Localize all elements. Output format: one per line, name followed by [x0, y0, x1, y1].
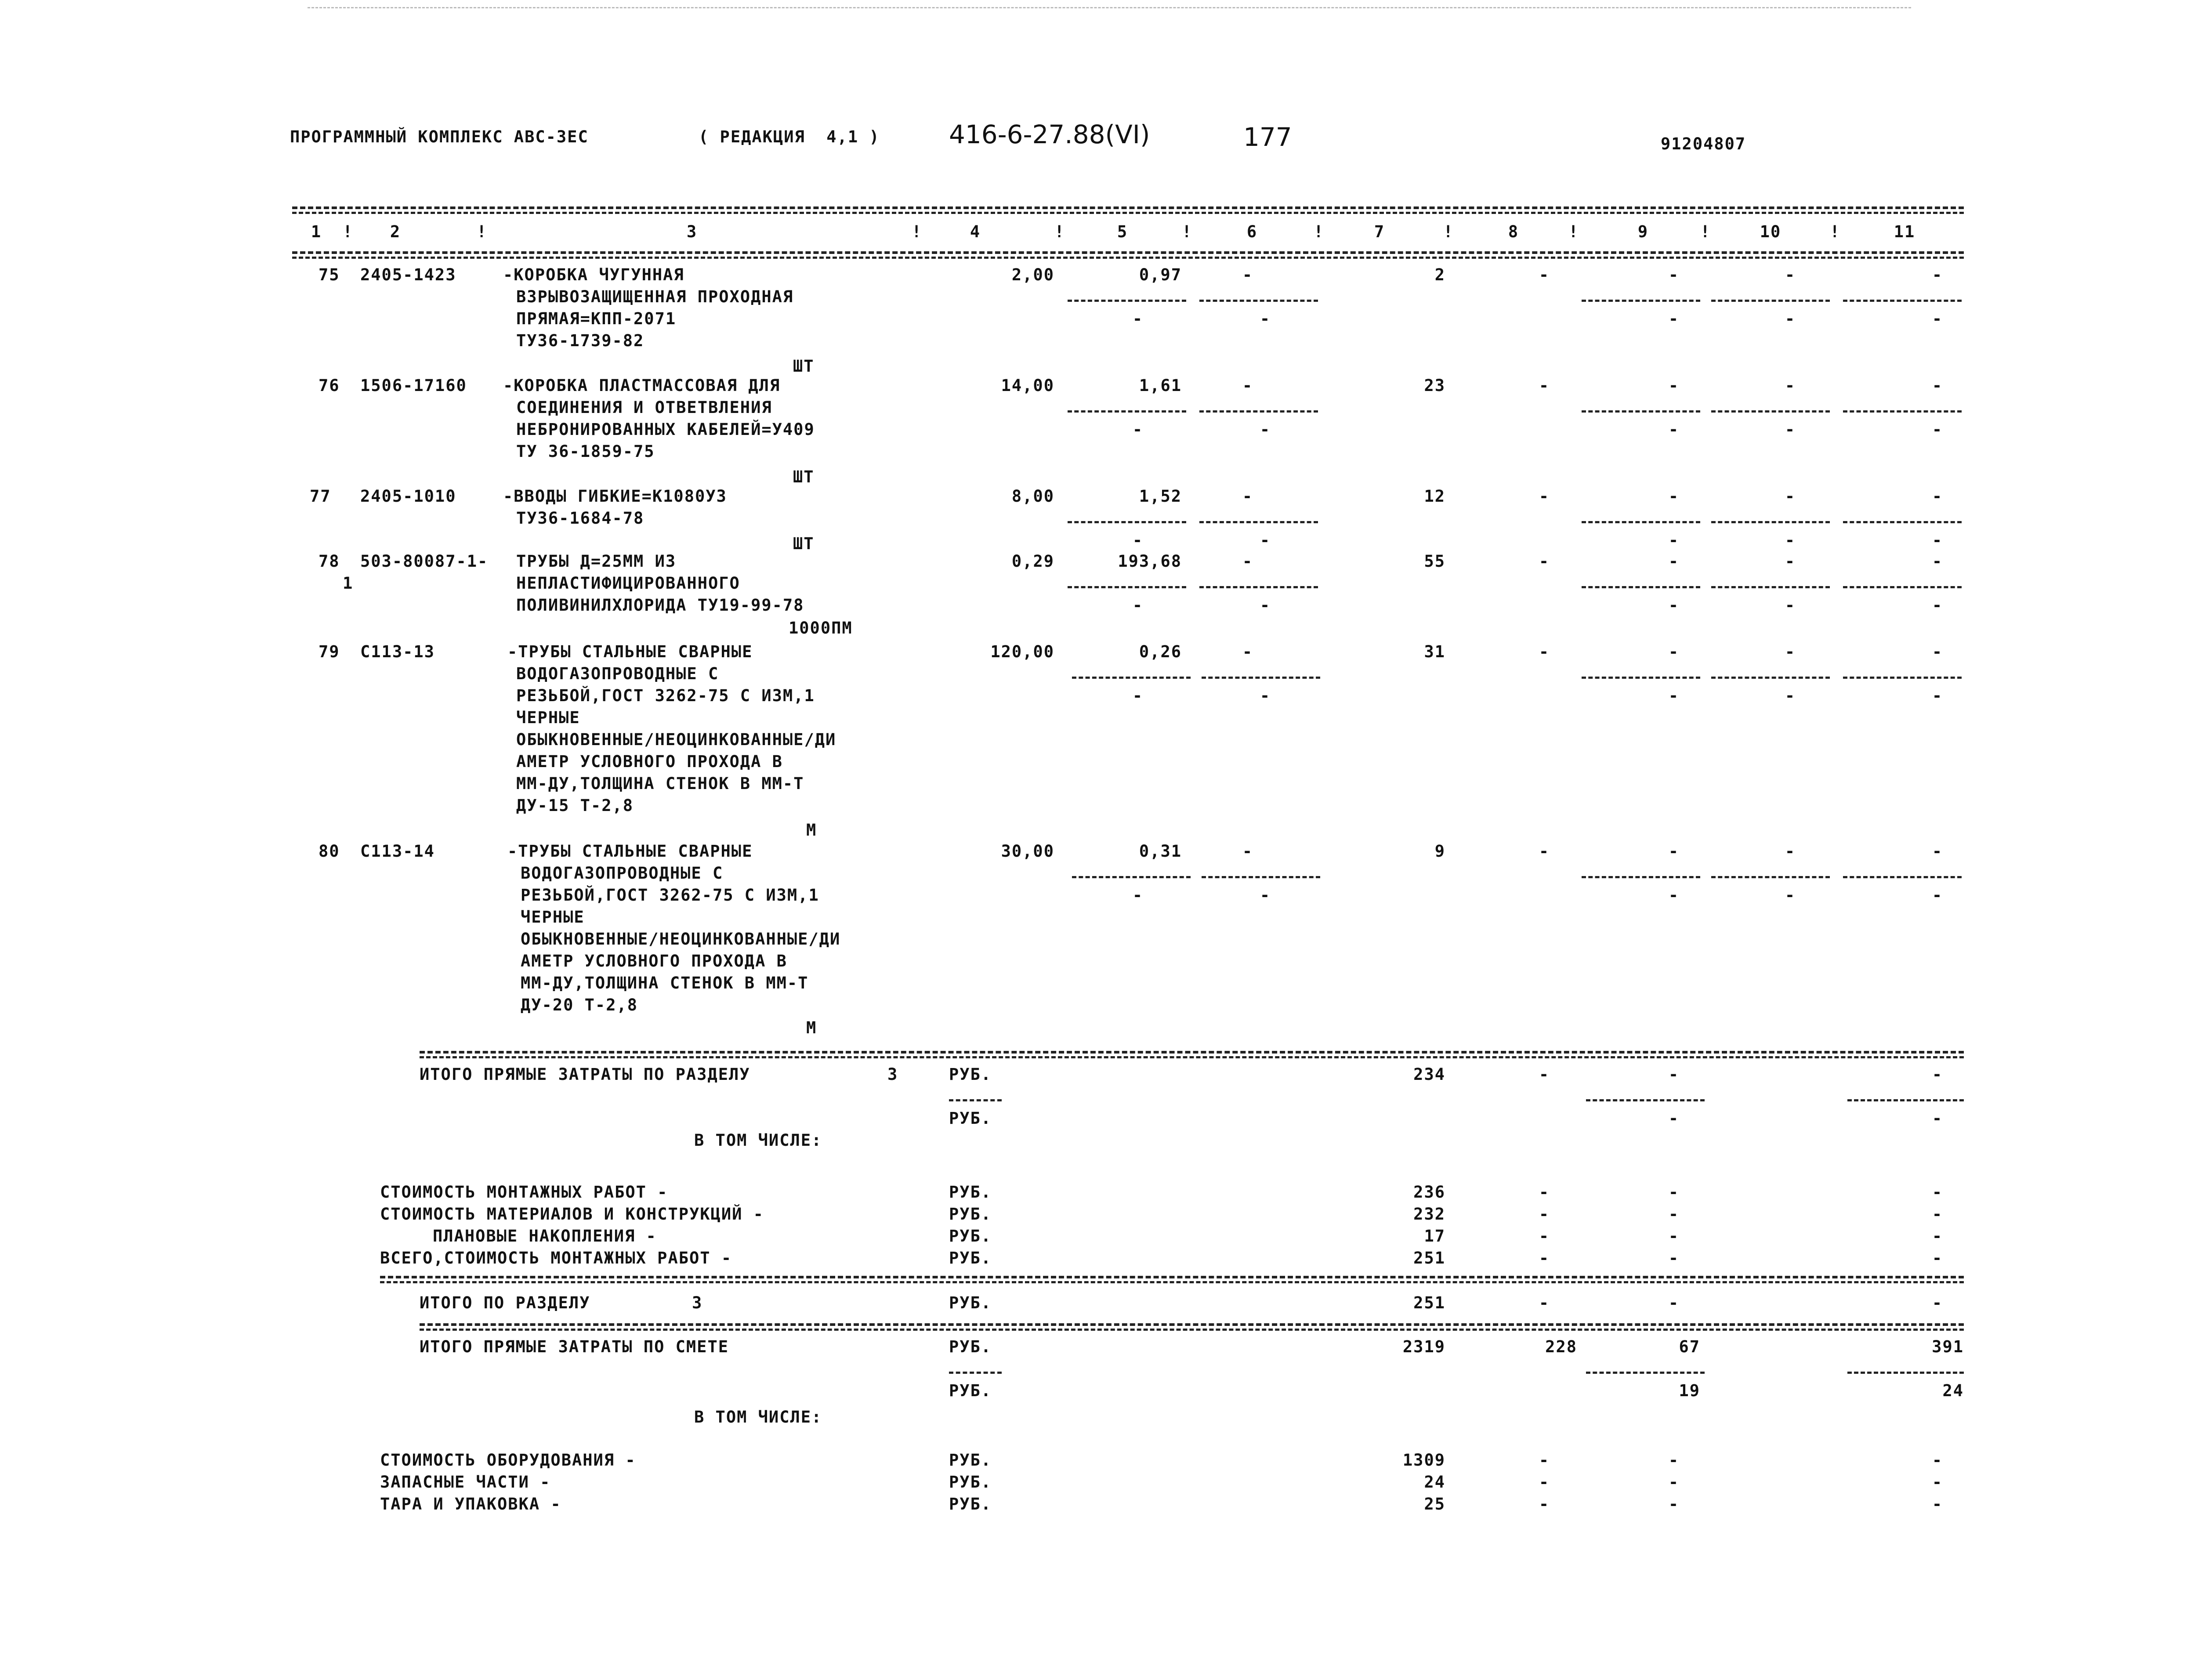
total-cost: 31 [1424, 642, 1445, 661]
cell-rule [1711, 300, 1830, 302]
cell-rule [1711, 410, 1830, 413]
unit-price: 1,52 [1139, 487, 1182, 506]
cell-rule [1711, 521, 1830, 523]
col-10-value: - [1785, 642, 1796, 661]
col-9-value: - [1668, 1205, 1680, 1224]
col-9-value: - [1668, 1227, 1680, 1246]
col-10-value: - [1785, 265, 1796, 284]
breakdown-cost: 25 [1424, 1495, 1445, 1513]
col-sep: ! [1054, 222, 1065, 241]
currency-unit: РУБ. [949, 1227, 992, 1246]
col-header-11: 11 [1894, 222, 1915, 241]
header-rule-top-2 [292, 212, 1964, 214]
row-number: 79 [319, 642, 340, 661]
col-sep: ! [1700, 222, 1711, 241]
col-9-value: - [1668, 1473, 1680, 1492]
description-line: -КОРОБКА ПЛАСТМАССОВАЯ ДЛЯ [503, 376, 781, 395]
col-6-second: - [1260, 531, 1271, 550]
col-header-9: 9 [1637, 222, 1649, 241]
cell-rule [1582, 586, 1700, 588]
estimate-total-label: ИТОГО ПРЯМЫЕ ЗАТРАТЫ ПО СМЕТЕ [420, 1337, 729, 1356]
cell-rule [1068, 300, 1186, 302]
cell-rule [1068, 410, 1186, 413]
col-11-value: - [1932, 642, 1943, 661]
description-line: ЧЕРНЫЕ [521, 908, 585, 927]
col-11-value: 391 [1932, 1337, 1964, 1356]
col-header-1: 1 [311, 222, 322, 241]
col-11-value: - [1932, 1065, 1943, 1084]
col-8-value: - [1539, 487, 1550, 506]
col-sep: ! [343, 222, 354, 241]
currency-unit: РУБ. [949, 1183, 992, 1202]
estimate-total-rule-2 [420, 1329, 1964, 1331]
cell-rule [1072, 677, 1191, 679]
breakdown-label: СТОИМОСТЬ МАТЕРИАЛОВ И КОНСТРУКЦИЙ - [380, 1205, 764, 1224]
description-line: -ТРУБЫ СТАЛЬНЫЕ СВАРНЫЕ [507, 842, 753, 861]
description-line: ТУ 36-1859-75 [516, 442, 655, 461]
col-11-value: - [1932, 1249, 1943, 1267]
col-9-second: - [1668, 886, 1680, 905]
estimate-total-cost: 2319 [1402, 1337, 1445, 1356]
col-9-value: - [1668, 487, 1680, 506]
col-10-second: - [1785, 531, 1796, 550]
item-code: 2405-1010 [360, 487, 456, 506]
breakdown-cost: 232 [1413, 1205, 1445, 1224]
cell-rule [1202, 876, 1320, 878]
including-label: В ТОМ ЧИСЛЕ: [694, 1408, 822, 1427]
breakdown-cost: 251 [1413, 1249, 1445, 1267]
col-8-value: - [1539, 642, 1550, 661]
currency-unit: РУБ. [949, 1205, 992, 1224]
currency-unit: РУБ. [949, 1249, 992, 1267]
col-10-second: - [1785, 420, 1796, 439]
col-11-second: - [1932, 420, 1943, 439]
col-6-second: - [1260, 309, 1271, 328]
unit-price: 0,26 [1139, 642, 1182, 661]
quantity: 2,00 [1011, 265, 1054, 284]
description-line: -КОРОБКА ЧУГУННАЯ [503, 265, 684, 284]
cell-rule [1582, 410, 1700, 413]
col-6-second: - [1260, 596, 1271, 615]
total-cost: 55 [1424, 552, 1445, 571]
col-11-value: - [1932, 1451, 1943, 1470]
unit-price: 0,31 [1139, 842, 1182, 861]
col-10-value: - [1785, 376, 1796, 395]
cell-rule [1068, 521, 1186, 523]
description-line: -ВВОДЫ ГИБКИЕ=К1080У3 [503, 487, 727, 506]
col-5-second: - [1132, 886, 1144, 905]
cell-rule [1843, 410, 1962, 413]
col-sep: ! [1182, 222, 1193, 241]
col-11-second: - [1932, 596, 1943, 615]
cell-rule [1843, 521, 1962, 523]
currency-unit-second: РУБ. [949, 1109, 992, 1128]
col-11-value: - [1932, 1293, 1943, 1312]
section-total-rule [420, 1051, 1964, 1054]
description-line: ДУ-20 Т-2,8 [521, 996, 638, 1014]
description-line: ММ-ДУ,ТОЛЩИНА СТЕНОК В ММ-Т [516, 774, 804, 793]
col-8-value: - [1539, 376, 1550, 395]
unit-price: 193,68 [1118, 552, 1182, 571]
col-6-second: - [1260, 886, 1271, 905]
col-sep: ! [1443, 222, 1454, 241]
row-number: 78 [319, 552, 340, 571]
col-11-value: - [1932, 376, 1943, 395]
description-line: ДУ-15 Т-2,8 [516, 796, 634, 815]
breakdown-label: СТОИМОСТЬ МОНТАЖНЫХ РАБОТ - [380, 1183, 668, 1202]
unit-of-measure: 1000ПМ [789, 619, 853, 637]
header-rule-top [292, 206, 1964, 209]
unit-of-measure: ШТ [793, 534, 815, 553]
description-line: ОБЫКНОВЕННЫЕ/НЕОЦИНКОВАННЫЕ/ДИ [516, 730, 836, 749]
description-line: АМЕТР УСЛОВНОГО ПРОХОДА В [516, 752, 783, 771]
col-6-value: - [1242, 265, 1253, 284]
description-line: СОЕДИНЕНИЯ И ОТВЕТВЛЕНИЯ [516, 398, 772, 417]
unit-of-measure: ШТ [793, 357, 815, 376]
description-line: ТУ36-1684-78 [516, 509, 645, 528]
cell-rule [1586, 1372, 1705, 1374]
cell-rule [1843, 586, 1962, 588]
cell-rule [1847, 1372, 1964, 1374]
col-11-value: - [1932, 1473, 1943, 1492]
quantity: 120,00 [990, 642, 1054, 661]
item-code: С113-13 [360, 642, 435, 661]
estimate-total-rule [420, 1323, 1964, 1326]
total-cost: 12 [1424, 487, 1445, 506]
description-line: ТУ36-1739-82 [516, 331, 645, 350]
section-total-cost: 234 [1413, 1065, 1445, 1084]
col-10-second: - [1785, 596, 1796, 615]
col-9-value: - [1668, 1183, 1680, 1202]
col-8-value: - [1539, 1495, 1550, 1513]
cell-rule [949, 1099, 1002, 1101]
col-6-second: - [1260, 420, 1271, 439]
col-11-value: - [1932, 1183, 1943, 1202]
col-8-value: - [1539, 1451, 1550, 1470]
col-sep: ! [912, 222, 923, 241]
currency-unit-second: РУБ. [949, 1381, 992, 1400]
including-label: В ТОМ ЧИСЛЕ: [694, 1131, 822, 1150]
breakdown-cost: 1309 [1402, 1451, 1445, 1470]
breakdown-label: ВСЕГО,СТОИМОСТЬ МОНТАЖНЫХ РАБОТ - [380, 1249, 732, 1267]
description-line: НЕПЛАСТИФИЦИРОВАННОГО [516, 574, 740, 593]
program-edition: ( РЕДАКЦИЯ 4,1 ) [699, 127, 880, 146]
cell-rule [1847, 1099, 1964, 1101]
col-5-second: - [1132, 420, 1144, 439]
description-line: ВЗРЫВОЗАЩИЩЕННАЯ ПРОХОДНАЯ [516, 287, 794, 306]
item-code: 503-80087-1- [360, 552, 489, 571]
total-cost: 9 [1434, 842, 1445, 861]
quantity: 0,29 [1011, 552, 1054, 571]
col-8-value: - [1539, 1183, 1550, 1202]
cell-rule [1843, 300, 1962, 302]
col-sep: ! [1314, 222, 1325, 241]
description-line: РЕЗЬБОЙ,ГОСТ 3262-75 С ИЗМ,1 [521, 886, 819, 905]
col-8-value: - [1539, 265, 1550, 284]
description-line: ОБЫКНОВЕННЫЕ/НЕОЦИНКОВАННЫЕ/ДИ [521, 930, 841, 949]
col-10-value: - [1785, 487, 1796, 506]
quantity: 30,00 [1001, 842, 1054, 861]
cell-rule [1582, 677, 1700, 679]
col-9-value: - [1668, 1451, 1680, 1470]
col-6-value: - [1242, 552, 1253, 571]
col-11-value: - [1932, 265, 1943, 284]
cell-rule [949, 1372, 1002, 1374]
cell-rule [1068, 586, 1186, 588]
header-rule-bottom [292, 251, 1964, 254]
unit-of-measure: М [806, 821, 817, 840]
description-line: ММ-ДУ,ТОЛЩИНА СТЕНОК В ММ-Т [521, 974, 809, 992]
col-8-value: 228 [1545, 1337, 1577, 1356]
col-11-value: - [1932, 487, 1943, 506]
col-8-value: - [1539, 552, 1550, 571]
breakdown-label: ПЛАНОВЫЕ НАКОПЛЕНИЯ - [433, 1227, 657, 1246]
col-9-second: - [1668, 531, 1680, 550]
col-9-second: - [1668, 1109, 1680, 1128]
col-5-second: - [1132, 596, 1144, 615]
col-9-value: - [1668, 376, 1680, 395]
row-number: 77 [310, 487, 331, 506]
handwritten-page-number: 177 [1243, 122, 1292, 152]
breakdown-label: ЗАПАСНЫЕ ЧАСТИ - [380, 1473, 551, 1492]
col-6-second: - [1260, 686, 1271, 705]
section-number: 3 [692, 1293, 703, 1312]
handwritten-doc-code: 416-6-27.88(VI) [949, 119, 1150, 149]
document-number: 91204807 [1661, 134, 1746, 153]
col-11-second: - [1932, 886, 1943, 905]
col-header-7: 7 [1374, 222, 1385, 241]
col-6-value: - [1242, 487, 1253, 506]
col-sep: ! [477, 222, 488, 241]
total-cost: 2 [1434, 265, 1445, 284]
cell-rule [1711, 677, 1830, 679]
col-9-value: - [1668, 842, 1680, 861]
cell-rule [1843, 876, 1962, 878]
item-code: 2405-1423 [360, 265, 456, 284]
col-9-value: - [1668, 1065, 1680, 1084]
section-final-label: ИТОГО ПО РАЗДЕЛУ [420, 1293, 590, 1312]
description-line: ПОЛИВИНИЛХЛОРИДА ТУ19-99-78 [516, 596, 804, 615]
total-cost: 23 [1424, 376, 1445, 395]
cell-rule [1582, 300, 1700, 302]
breakdown-cost: 17 [1424, 1227, 1445, 1246]
cell-rule [1202, 677, 1320, 679]
row-number: 80 [319, 842, 340, 861]
col-8-value: - [1539, 1249, 1550, 1267]
col-11-second: - [1932, 1109, 1943, 1128]
col-5-second: - [1132, 531, 1144, 550]
item-code: С113-14 [360, 842, 435, 861]
section-final-rule [380, 1276, 1964, 1278]
col-11-second: - [1932, 309, 1943, 328]
col-9-second: 19 [1679, 1381, 1700, 1400]
col-11-value: - [1932, 842, 1943, 861]
cell-rule [1199, 300, 1318, 302]
col-10-second: - [1785, 309, 1796, 328]
col-6-value: - [1242, 842, 1253, 861]
col-8-value: - [1539, 1065, 1550, 1084]
row-number: 76 [319, 376, 340, 395]
col-header-3: 3 [686, 222, 698, 241]
cell-rule [1586, 1099, 1705, 1101]
col-11-second: - [1932, 686, 1943, 705]
quantity: 8,00 [1011, 487, 1054, 506]
col-9-second: - [1668, 596, 1680, 615]
breakdown-cost: 236 [1413, 1183, 1445, 1202]
col-11-value: - [1932, 1205, 1943, 1224]
col-9-value: - [1668, 642, 1680, 661]
col-9-value: - [1668, 552, 1680, 571]
cell-rule [1582, 876, 1700, 878]
section-total-rule-2 [420, 1056, 1964, 1058]
description-line: ПРЯМАЯ=КПП-2071 [516, 309, 677, 328]
cell-rule [1199, 586, 1318, 588]
description-line: -ТРУБЫ СТАЛЬНЫЕ СВАРНЫЕ [507, 642, 753, 661]
description-line: ВОДОГАЗОПРОВОДНЫЕ С [516, 664, 719, 683]
quantity: 14,00 [1001, 376, 1054, 395]
col-9-second: - [1668, 686, 1680, 705]
cell-rule [1711, 876, 1830, 878]
col-8-value: - [1539, 1227, 1550, 1246]
breakdown-cost: 24 [1424, 1473, 1445, 1492]
col-11-second: - [1932, 531, 1943, 550]
col-8-value: - [1539, 1473, 1550, 1492]
cell-rule [1072, 876, 1191, 878]
col-5-second: - [1132, 686, 1144, 705]
cell-rule [1843, 677, 1962, 679]
col-11-value: - [1932, 1227, 1943, 1246]
currency-unit: РУБ. [949, 1337, 992, 1356]
description-line: РЕЗЬБОЙ,ГОСТ 3262-75 С ИЗМ,1 [516, 686, 815, 705]
row-number: 75 [319, 265, 340, 284]
description-line: НЕБРОНИРОВАННЫХ КАБЕЛЕЙ=У409 [516, 420, 815, 439]
breakdown-label: СТОИМОСТЬ ОБОРУДОВАНИЯ - [380, 1451, 636, 1470]
unit-price: 1,61 [1139, 376, 1182, 395]
col-header-10: 10 [1760, 222, 1781, 241]
col-header-5: 5 [1117, 222, 1128, 241]
currency-unit: РУБ. [949, 1065, 992, 1084]
col-sep: ! [1568, 222, 1579, 241]
col-header-4: 4 [970, 222, 981, 241]
col-11-value: - [1932, 1495, 1943, 1513]
col-10-second: - [1785, 886, 1796, 905]
col-9-value: - [1668, 265, 1680, 284]
col-9-second: - [1668, 420, 1680, 439]
col-9-second: - [1668, 309, 1680, 328]
section-number: 3 [887, 1065, 898, 1084]
col-9-value: - [1668, 1293, 1680, 1312]
unit-price: 0,97 [1139, 265, 1182, 284]
top-scan-edge-line [308, 7, 1911, 8]
breakdown-label: ТАРА И УПАКОВКА - [380, 1495, 561, 1513]
currency-unit: РУБ. [949, 1495, 992, 1513]
col-11-value: - [1932, 552, 1943, 571]
cell-rule [1199, 410, 1318, 413]
cell-rule [1711, 586, 1830, 588]
item-code-continuation: 1 [343, 574, 354, 593]
section-final-cost: 251 [1413, 1293, 1445, 1312]
description-line: АМЕТР УСЛОВНОГО ПРОХОДА В [521, 952, 787, 970]
col-8-value: - [1539, 1205, 1550, 1224]
program-name: ПРОГРАММНЫЙ КОМПЛЕКС АВС-3ЕС [290, 127, 589, 146]
col-9-value: 67 [1679, 1337, 1700, 1356]
col-header-2: 2 [390, 222, 401, 241]
header-rule-bottom-2 [292, 257, 1964, 259]
col-6-value: - [1242, 376, 1253, 395]
col-8-value: - [1539, 1293, 1550, 1312]
col-sep: ! [1830, 222, 1841, 241]
col-11-second: 24 [1942, 1381, 1964, 1400]
col-9-value: - [1668, 1495, 1680, 1513]
col-10-value: - [1785, 552, 1796, 571]
unit-of-measure: ШТ [793, 467, 815, 486]
description-line: ЧЕРНЫЕ [516, 708, 580, 727]
unit-of-measure: М [806, 1018, 817, 1037]
col-8-value: - [1539, 842, 1550, 861]
section-final-rule-2 [380, 1281, 1964, 1283]
col-10-value: - [1785, 842, 1796, 861]
currency-unit: РУБ. [949, 1473, 992, 1492]
section-total-label: ИТОГО ПРЯМЫЕ ЗАТРАТЫ ПО РАЗДЕЛУ [420, 1065, 750, 1084]
col-5-second: - [1132, 309, 1144, 328]
col-6-value: - [1242, 642, 1253, 661]
col-header-8: 8 [1508, 222, 1519, 241]
col-header-6: 6 [1246, 222, 1258, 241]
currency-unit: РУБ. [949, 1451, 992, 1470]
col-10-second: - [1785, 686, 1796, 705]
cell-rule [1582, 521, 1700, 523]
col-9-value: - [1668, 1249, 1680, 1267]
description-line: ВОДОГАЗОПРОВОДНЫЕ С [521, 864, 724, 883]
item-code: 1506-17160 [360, 376, 467, 395]
currency-unit: РУБ. [949, 1293, 992, 1312]
cell-rule [1199, 521, 1318, 523]
description-line: ТРУБЫ Д=25ММ ИЗ [516, 552, 677, 571]
